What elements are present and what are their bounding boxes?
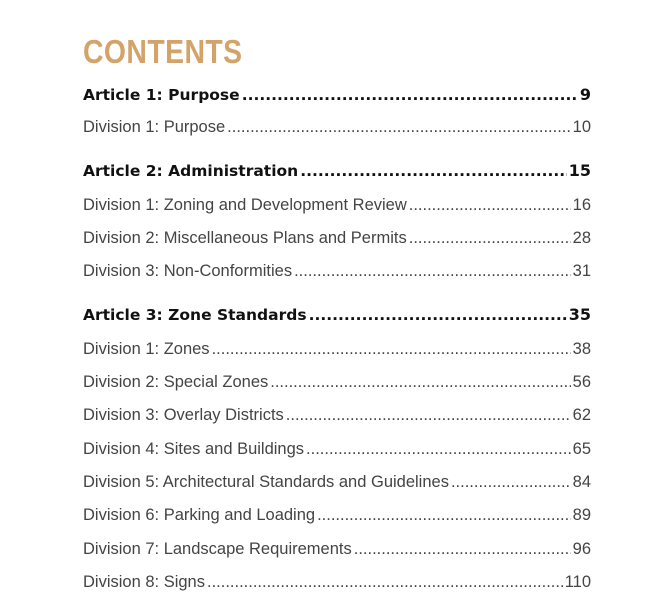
dot-leader: [212, 337, 571, 361]
toc-article-3-division-7[interactable]: [83, 537, 591, 561]
dot-leader: [227, 115, 570, 139]
toc-article-2[interactable]: [83, 159, 591, 183]
toc-page-number: 89: [572, 506, 591, 524]
dot-leader: [270, 370, 570, 394]
toc-division-label: Division 8: Signs: [83, 573, 205, 591]
dot-leader: [317, 503, 571, 527]
dot-leader: [409, 193, 571, 217]
toc-page-number: 35: [568, 305, 591, 324]
toc-division-label: Division 2: Miscellaneous Plans and Permits: [83, 229, 407, 247]
dot-leader: [306, 437, 571, 461]
toc-article-1[interactable]: [83, 83, 591, 107]
toc-division-label: Division 3: Overlay Districts: [83, 406, 284, 424]
toc-article-2-division-1[interactable]: [83, 193, 591, 217]
toc-division-label: Division 5: Architectural Standards and Guidelines: [83, 473, 449, 491]
toc-article-label: Article 1: Purpose: [83, 86, 240, 104]
toc-article-3-division-2[interactable]: [83, 370, 591, 394]
toc-article-3-division-4[interactable]: [83, 437, 591, 461]
toc-division-label: Division 1: Zones: [83, 340, 210, 358]
toc-article-3-division-5[interactable]: [83, 470, 591, 494]
dot-leader: [354, 537, 571, 561]
toc-page-number: 28: [572, 229, 591, 247]
toc-article-label: Article 3: Zone Standards: [83, 306, 307, 324]
dot-leader: [286, 403, 571, 427]
toc-page-number: 110: [564, 573, 591, 591]
toc-page-number: 15: [568, 161, 591, 180]
toc-article-1-division-1[interactable]: [83, 115, 591, 139]
toc-article-2-division-2[interactable]: [83, 226, 591, 250]
dot-leader: [409, 226, 571, 250]
toc-article-2-division-3[interactable]: [83, 259, 591, 283]
dot-leader: [294, 259, 571, 283]
toc-page-number: 16: [572, 196, 591, 214]
dot-leader: [451, 470, 571, 494]
toc-article-3-division-6[interactable]: [83, 503, 591, 527]
contents-heading: CONTENTS: [83, 33, 243, 70]
toc-page-number: 38: [572, 340, 591, 358]
dot-leader: [309, 303, 567, 327]
dot-leader: [207, 570, 563, 594]
toc-page-number: 31: [572, 262, 591, 280]
toc-article-3-division-1[interactable]: [83, 337, 591, 361]
toc-division-label: Division 3: Non-Conformities: [83, 262, 293, 280]
toc-article-label: Article 2: Administration: [83, 162, 299, 180]
toc-page-number: 84: [572, 473, 591, 491]
toc-division-label: Division 1: Purpose: [83, 118, 226, 136]
dot-leader: [300, 159, 567, 183]
toc-division-label: Division 7: Landscape Requirements: [83, 540, 352, 558]
toc-page-number: 96: [572, 540, 591, 558]
toc-division-label: Division 4: Sites and Buildings: [83, 440, 305, 458]
toc-article-3-division-8[interactable]: [83, 570, 591, 594]
toc-division-label: Division 2: Special Zones: [83, 373, 269, 391]
toc-article-3-division-3[interactable]: [83, 403, 591, 427]
toc-division-label: Division 1: Zoning and Development Review: [83, 196, 407, 214]
toc-page-number: 9: [579, 85, 591, 104]
toc-page-number: 56: [572, 373, 591, 391]
toc-page-number: 65: [572, 440, 591, 458]
dot-leader: [242, 83, 578, 107]
toc-division-label: Division 6: Parking and Loading: [83, 506, 316, 524]
toc-page-number: 10: [572, 118, 591, 136]
toc-article-3[interactable]: [83, 303, 591, 327]
toc-page-number: 62: [572, 406, 591, 424]
